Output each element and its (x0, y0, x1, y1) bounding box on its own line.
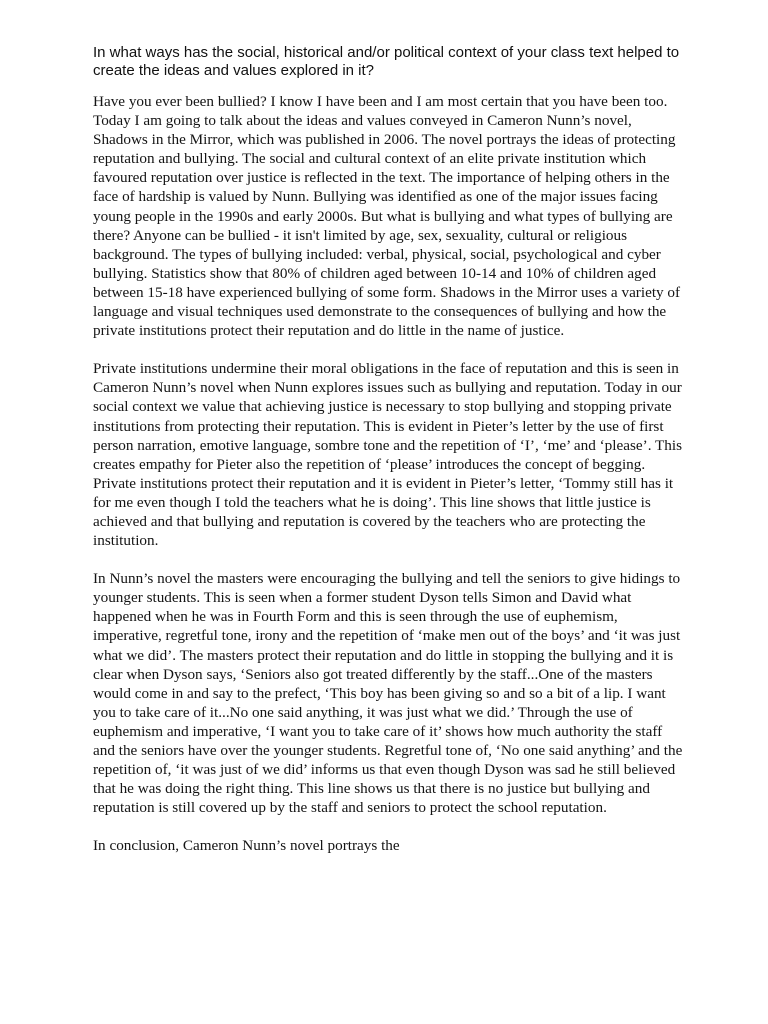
paragraph-conclusion: In conclusion, Cameron Nunn’s novel portrays the (93, 837, 400, 855)
paragraph-masters-bullying: In Nunn’s novel the masters were encouraging the bullying and tell the seniors to give hidings to younger students. This is seen when a former student Dyson tells Simon and David what happened when he was in Fourth Form and this is seen through the use of euphemism, imperative, regretful tone, irony and the repetition of ‘make men out of the boys’ and ‘it was just what we did’. The masters protect their reputation and do little in stopping the bullying and it is clear when Dyson says, ‘Seniors also got treated differently by the staff...One of the masters would come in and say to the prefect, ‘This boy has been giving so and so a bit of a lip. I want you to take care of it...No one said anything, it was just what we did.’ Through the use of euphemism and imperative, ‘I want you to take care of it’ shows how much authority the staff and the seniors have over the younger students. Regretful tone of, ‘No one said anything’ and the repetition of, ‘it was just of we did’ informs us that even though Dyson was sad he still believed that he was doing the right thing. This line shows us that there is no justice but bullying and reputation is still covered up by the staff and seniors to protect the school reputation. (93, 570, 683, 817)
essay-body (93, 92, 685, 874)
paragraph-introduction: Have you ever been bullied? I know I have been and I am most certain that you have been too. Today I am going to talk about the ideas and values conveyed in Cameron Nunn’s novel, Shadows in the Mirror, which was published in 2006. The novel portrays the ideas of protecting reputation and bullying. The social and cultural context of an elite private institution which favoured reputation over justice is reflected in the text. The importance of helping others in the face of hardship is valued by Nunn. Bullying was identified as one of the major issues facing young people in the 1990s and early 2000s. But what is bullying and what types of bullying are there? Anyone can be bullied - it isn't limited by age, sex, sexuality, cultural or religious background. The types of bullying included: verbal, physical, social, psychological and cyber bullying. Statistics show that 80% of children aged between 10-14 and 10% of children aged between 15-18 have experienced bullying of some form. Shadows in the Mirror uses a variety of language and visual techniques used demonstrate to the consequences of bullying and how the private institutions protect their reputation and do little in the name of justice. (93, 93, 681, 340)
paragraph-private-institutions: Private institutions undermine their moral obligations in the face of reputation and this is seen in Cameron Nunn’s novel when Nunn explores issues such as bullying and reputation. Today in our social context we value that achieving justice is necessary to stop bullying and stopping private institutions from protecting their reputation. This is evident in Pieter’s letter by the use of first person narration, emotive language, sombre tone and the repetition of ‘I’, ‘me’ and ‘please’. This creates empathy for Pieter also the repetition of ‘please’ introduces the concept of begging. Private institutions protect their reputation and it is evident in Pieter’s letter, ‘Tommy still has it for me even though I told the teachers what he is doing’. This line shows that little justice is achieved and that bullying and reputation is covered by the teachers who are protecting the institution. (93, 360, 683, 550)
essay-question: In what ways has the social, historical and/or political context of your class text helped to create the ideas and values explored in it? (93, 44, 680, 79)
